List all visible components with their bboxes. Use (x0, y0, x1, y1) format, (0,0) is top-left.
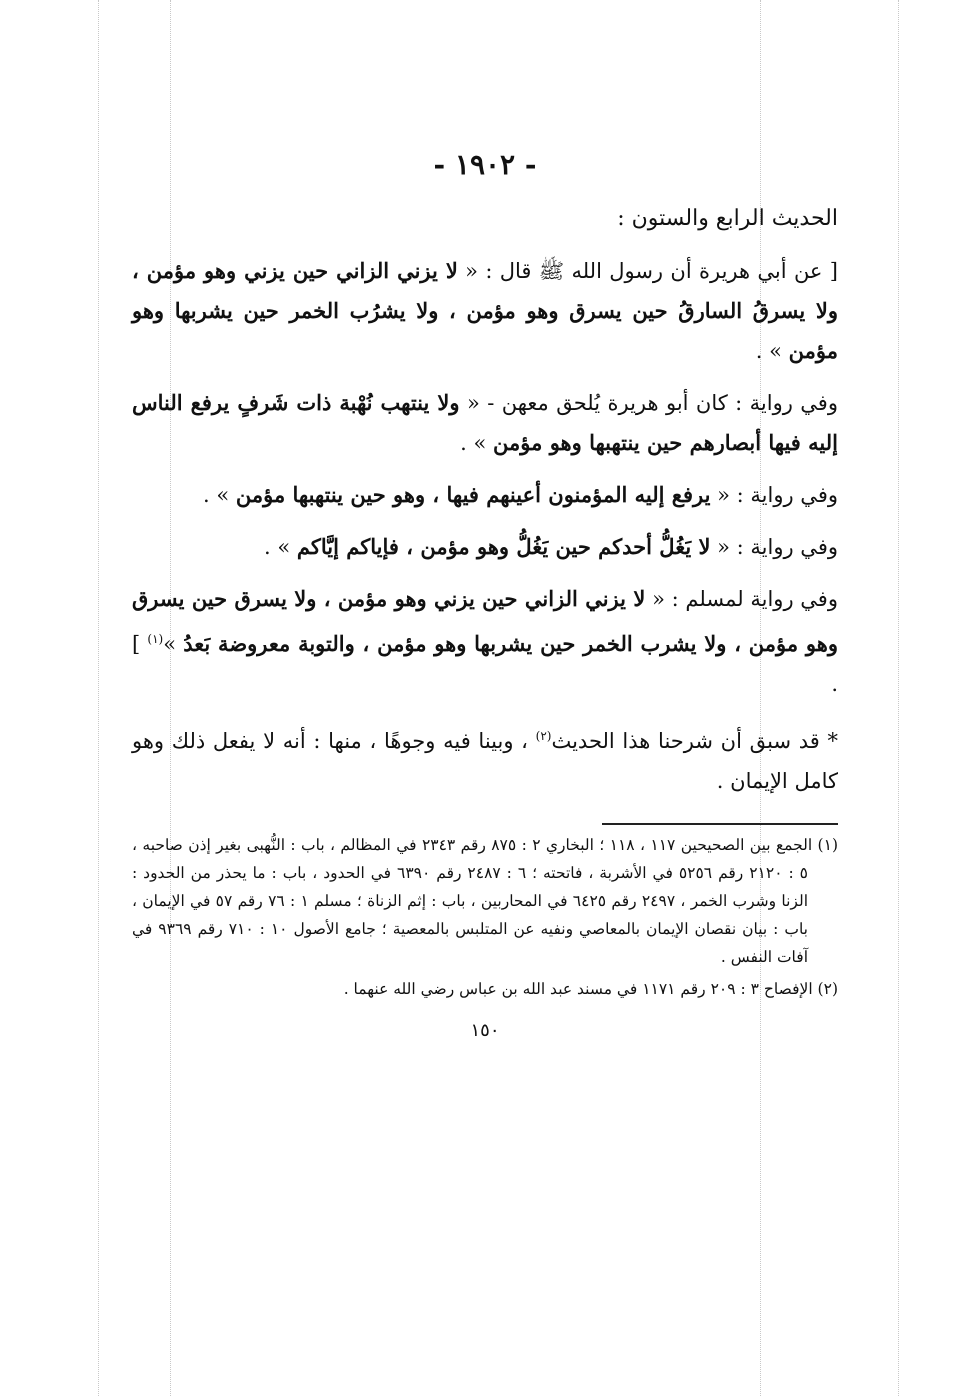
footnote-ref: (١) (147, 632, 164, 646)
hadith-quote: لا يزني الزاني حين يزني وهو مؤمن ، ولا يسرقُ السارقُ حين يسرق وهو مؤمن ، ولا يشرُب الخمر حين يشربها وهو مؤمن (132, 258, 838, 363)
quote-close: » (163, 632, 177, 656)
footnote-2: (٢) الإفصاح ٣ : ٢٠٩ رقم ١١٧١ في مسند عبد الله بن عباس رضي الله عنهما . (343, 980, 838, 998)
scan-guide-line (98, 0, 99, 1396)
hadith-quote: لا يَغُلُّ أحدكم حين يَغُلُّ وهو مؤمن ، فإياكم إيَّاكم (296, 534, 711, 559)
quote-close: » . (460, 431, 487, 455)
narration-intro: وفي رواية : « (717, 483, 838, 507)
section-heading: الحديث الرابع والستون : (617, 206, 838, 231)
hadith-number: - ١٩٠٢ - (433, 148, 537, 181)
footnote-1: (١) الجمع بين الصحيحين ١١٧ ، ١١٨ ؛ البخاري ٢ : ٨٧٥ رقم ٢٣٤٣ في المظالم ، باب : النُّهبى بغير إذن صاحبه ، ٥ : ٢١٢٠ رقم ٥٢٥٦ في الأشربة ، فاتحته ؛ ٦ : ٢٤٨٧ رقم ٦٣٩٠ في الحدود ، باب : ما يحذر من الحدود : الزنا وشرب الخمر ، ٢٤٩٧ رقم ٦٤٢٥ في المحاربين ، باب : إثم الزناة ؛ مسلم ١ : ٧٦ رقم ٥٧ في الإيمان ، باب : بيان نقصان الإيمان بالمعاصي ونفيه عن المتلبس بالمعصية ؛ جامع الأصول ١٠ : ٧١٠ رقم ٩٣٦٩ في آفات النفس . (132, 836, 838, 966)
hadith-paragraph-5 (132, 579, 838, 704)
commentary-text: * قد سبق أن شرحنا هذا الحديث (551, 729, 838, 753)
hadith-quote: لا يزني الزاني حين يزني وهو مؤمن ، ولا يسرق حين يسرق وهو مؤمن ، ولا يشرب الخمر حين يشربها وهو مؤمن ، والتوبة معروضة بَعدُ (132, 586, 838, 656)
hadith-paragraph-1 (132, 251, 838, 371)
quote-close: » . (202, 483, 230, 507)
narration-intro: وفي رواية : كان أبو هريرة يُلحق معهن - « (466, 391, 838, 415)
narration-intro: [ عن أبي هريرة أن رسول الله ﷺ قال : « (465, 259, 838, 283)
quote-close: » . (264, 535, 291, 559)
footnote-divider (602, 823, 838, 825)
book-page (132, 145, 838, 1045)
narration-intro: وفي رواية : « (717, 535, 838, 559)
hadith-paragraph-2 (132, 383, 838, 463)
quote-close: » . (755, 339, 782, 363)
narration-intro: وفي رواية لمسلم : « (652, 587, 838, 611)
hadith-paragraph-3 (132, 475, 838, 515)
commentary-paragraph (132, 716, 838, 801)
bracket-close: ] . (132, 632, 838, 696)
hadith-quote: ولا ينتهب نُهْبة ذات شَرفٍ يرفع الناس إليه فيها أبصارهم حين ينتهبها وهو مؤمن (132, 390, 838, 455)
commentary-text-rest: ، وبينا فيه وجوهًا ، منها : أنه لا يفعل ذلك وهو كامل الإيمان . (132, 729, 838, 793)
hadith-quote: يرفع إليه المؤمنون أعينهم فيها ، وهو حين ينتهبها مؤمن (235, 482, 711, 507)
page-number: ١٥٠ (470, 1020, 500, 1041)
scan-guide-line (898, 0, 899, 1396)
hadith-paragraph-4 (132, 527, 838, 567)
footnote-ref: (٢) (535, 729, 552, 743)
